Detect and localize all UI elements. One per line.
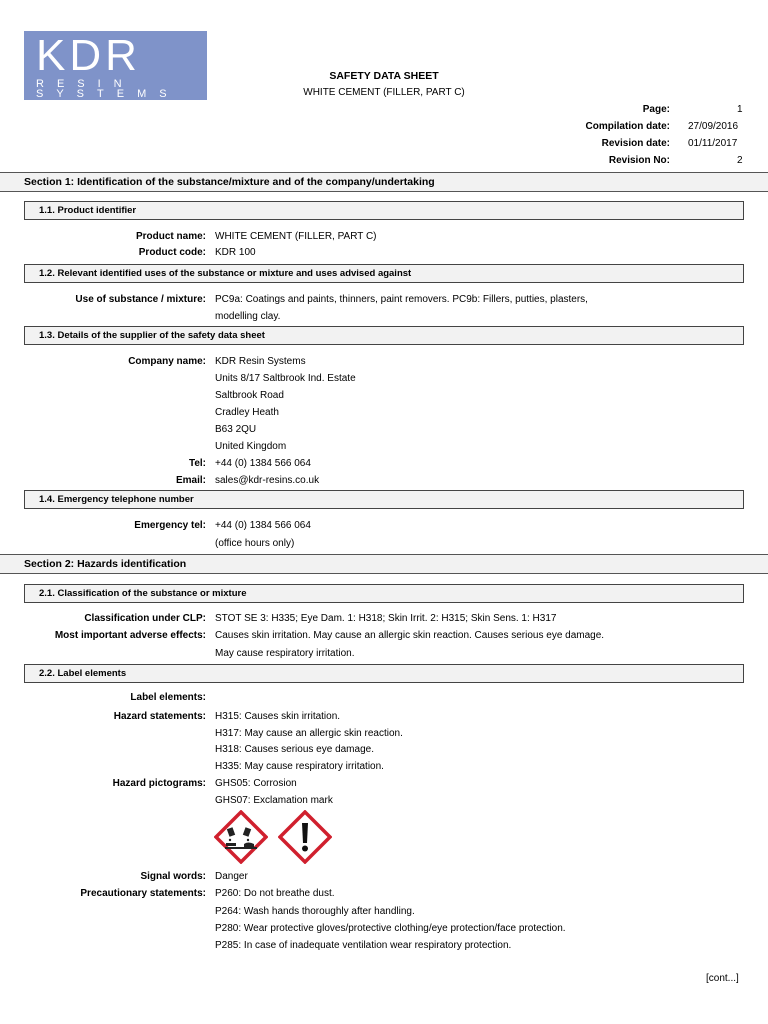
document-title: SAFETY DATA SHEET xyxy=(329,70,439,82)
address-line: Units 8/17 Saltbrook Ind. Estate xyxy=(215,373,356,384)
adverse-effects-label: Most important adverse effects: xyxy=(54,630,206,641)
precautionary-statement: P280: Wear protective gloves/protective clothing/eye protection/face protection. xyxy=(215,923,566,934)
hazard-pictograms-label: Hazard pictograms: xyxy=(112,778,206,789)
precautionary-statement: P264: Wash hands thoroughly after handling. xyxy=(215,906,415,917)
hazard-statements-label: Hazard statements: xyxy=(113,711,206,722)
corrosion-icon xyxy=(214,810,268,864)
address-line: United Kingdom xyxy=(215,441,287,452)
section-2-header: Section 2: Hazards identification xyxy=(0,554,768,574)
subsection-1-3-header: 1.3. Details of the supplier of the safety data sheet xyxy=(24,326,744,345)
emergency-tel-value: +44 (0) 1384 566 064 xyxy=(215,520,311,531)
meta-revision-date-value: 01/11/2017 xyxy=(688,138,738,149)
use-label: Use of substance / mixture: xyxy=(75,294,206,305)
meta-page-value: 1 xyxy=(737,104,743,115)
clp-label: Classification under CLP: xyxy=(84,613,206,624)
subsection-1-4-header: 1.4. Emergency telephone number xyxy=(24,490,744,509)
meta-revision-date-label: Revision date: xyxy=(601,138,670,149)
subsection-1-2-header: 1.2. Relevant identified uses of the substance or mixture and uses advised against xyxy=(24,264,744,283)
tel-label: Tel: xyxy=(188,458,206,469)
product-code-value: KDR 100 xyxy=(215,247,256,258)
logo-text-systems: SYSTEMS xyxy=(36,88,180,100)
product-name-label: Product name: xyxy=(135,231,206,242)
document-subtitle: WHITE CEMENT (FILLER, PART C) xyxy=(303,87,465,98)
hazard-statement: H317: May cause an allergic skin reaction. xyxy=(215,728,403,739)
section-1-header: Section 1: Identification of the substance/mixture and of the company/undertaking xyxy=(0,172,768,192)
email-label: Email: xyxy=(175,475,206,486)
email-value: sales@kdr-resins.co.uk xyxy=(215,475,320,486)
hazard-statement: H315: Causes skin irritation. xyxy=(215,711,341,722)
pictogram-name: GHS05: Corrosion xyxy=(215,778,297,789)
address-line: Saltbrook Road xyxy=(215,390,284,401)
subsection-1-1-header: 1.1. Product identifier xyxy=(24,201,744,220)
precautionary-statement: P260: Do not breathe dust. xyxy=(215,888,335,899)
company-name-label: Company name: xyxy=(128,356,206,367)
use-value-line-2: modelling clay. xyxy=(215,311,281,322)
tel-value: +44 (0) 1384 566 064 xyxy=(215,458,311,469)
continued-marker: [cont...] xyxy=(706,973,739,984)
meta-page-label: Page: xyxy=(642,104,670,115)
logo-text-resin: RESIN xyxy=(36,78,135,90)
adverse-effects-line-1: Causes skin irritation. May cause an allergic skin reaction. Causes serious eye damage. xyxy=(215,630,605,641)
use-value-line-1: PC9a: Coatings and paints, thinners, paint removers. PC9b: Fillers, putties, plasters, xyxy=(215,294,588,305)
hazard-statement: H335: May cause respiratory irritation. xyxy=(215,761,384,772)
hazard-statement: H318: Causes serious eye damage. xyxy=(215,744,374,755)
product-code-label: Product code: xyxy=(138,247,206,258)
label-elements-label: Label elements: xyxy=(130,692,206,703)
logo-text-kdr: KDR xyxy=(36,31,141,80)
exclamation-mark-icon xyxy=(278,810,332,864)
emergency-tel-label: Emergency tel: xyxy=(134,520,206,531)
subsection-2-1-header: 2.1. Classification of the substance or mixture xyxy=(24,584,744,603)
address-line: Cradley Heath xyxy=(215,407,279,418)
adverse-effects-line-2: May cause respiratory irritation. xyxy=(215,648,355,659)
pictogram-name: GHS07: Exclamation mark xyxy=(215,795,333,806)
address-line: KDR Resin Systems xyxy=(215,356,306,367)
address-line: B63 2QU xyxy=(215,424,257,435)
signal-words-value: Danger xyxy=(215,871,248,882)
signal-words-label: Signal words: xyxy=(140,871,206,882)
meta-revision-no-label: Revision No: xyxy=(608,155,670,166)
product-name-value: WHITE CEMENT (FILLER, PART C) xyxy=(215,231,377,242)
meta-revision-no-value: 2 xyxy=(737,155,743,166)
subsection-2-2-header: 2.2. Label elements xyxy=(24,664,744,683)
meta-compilation-value: 27/09/2016 xyxy=(688,121,739,132)
clp-value: STOT SE 3: H335; Eye Dam. 1: H318; Skin Irrit. 2: H315; Skin Sens. 1: H317 xyxy=(215,613,557,624)
meta-compilation-label: Compilation date: xyxy=(585,121,670,132)
emergency-tel-note: (office hours only) xyxy=(215,538,295,549)
precautionary-statement: P285: In case of inadequate ventilation wear respiratory protection. xyxy=(215,940,512,951)
precautionary-statements-label: Precautionary statements: xyxy=(80,888,206,899)
